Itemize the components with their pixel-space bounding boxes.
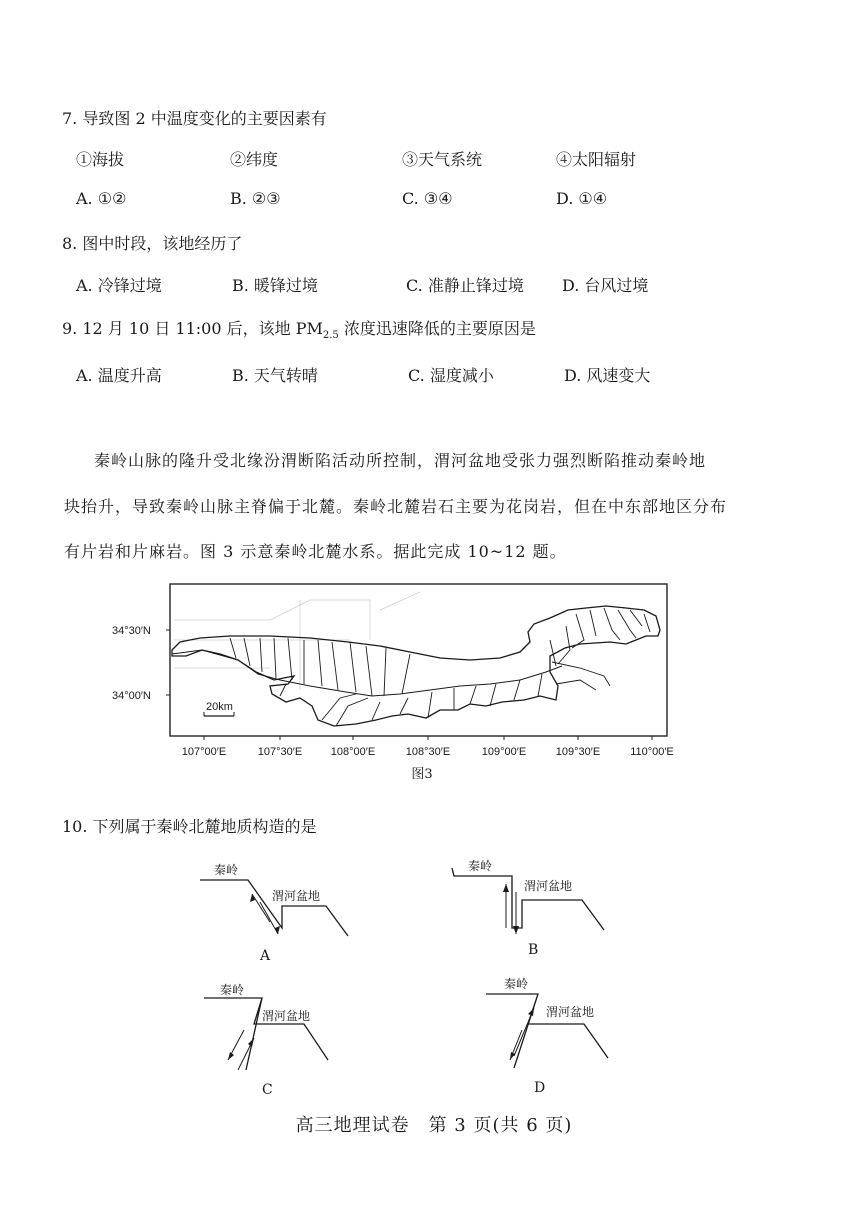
- fault-diagram-d-left-label: 秦岭: [504, 977, 529, 991]
- q9-stem: [62, 316, 536, 341]
- lon-label-3: 108°00′E: [330, 746, 376, 758]
- q7-option-b[interactable]: B. ②③: [230, 189, 281, 208]
- fault-diagram-a[interactable]: [188, 858, 368, 966]
- fault-diagram-c[interactable]: [198, 974, 378, 1100]
- q8-option-a[interactable]: A. 冷锋过境: [76, 276, 162, 295]
- lat-label-1: 34°30′N: [112, 625, 151, 637]
- fault-diagram-b-right-label: 渭河盆地: [524, 879, 573, 893]
- fault-diagram-c-right-label: 渭河盆地: [262, 1009, 311, 1023]
- q7-option-d[interactable]: D. ①④: [556, 189, 608, 208]
- q8-option-c[interactable]: C. 准静止锋过境: [406, 276, 524, 295]
- lon-label-2: 107°30′E: [257, 746, 303, 758]
- page-footer: 高三地理试卷 第 3 页(共 6 页): [295, 1115, 573, 1136]
- q9-stem-start: 9. 12 月 10 日 11:00 后，该地 PM: [62, 319, 323, 338]
- tributaries: [230, 608, 650, 726]
- figure3-map: [110, 580, 680, 792]
- passage-line-3: 有片岩和片麻岩。图 3 示意秦岭北麓水系。据此完成 10~12 题。: [64, 542, 567, 561]
- q8-option-d[interactable]: D. 台风过境: [562, 276, 649, 295]
- lon-label-4: 108°30′E: [405, 746, 451, 758]
- q9-option-d[interactable]: D. 风速变大: [564, 366, 651, 385]
- q7-option-c[interactable]: C. ③④: [402, 189, 453, 208]
- lon-label-1: 107°00′E: [181, 746, 227, 758]
- q9-stem-subscript: 2.5: [322, 330, 339, 342]
- q8-option-b[interactable]: B. 暖锋过境: [232, 276, 318, 295]
- q9-stem-end: 浓度迅速降低的主要原因是: [338, 319, 536, 338]
- q8-stem: 8. 图中时段，该地经历了: [62, 234, 243, 253]
- passage-line-1: 秦岭山脉的隆升受北缘汾渭断陷活动所控制，渭河盆地受张力强烈断陷推动秦岭地: [94, 451, 707, 470]
- lat-label-2: 34°00′N: [112, 690, 151, 702]
- q7-item-4: ④太阳辐射: [556, 150, 637, 169]
- q7-item-2: ②纬度: [230, 150, 279, 169]
- lon-label-6: 109°30′E: [555, 746, 601, 758]
- fault-diagram-d[interactable]: [480, 968, 660, 1098]
- lon-label-7: 110°00′E: [630, 746, 674, 758]
- fault-diagram-c-letter: C: [262, 1082, 273, 1098]
- fault-diagram-a-left-label: 秦岭: [214, 863, 239, 877]
- scale-label: 20km: [206, 701, 233, 713]
- fault-diagram-a-right-label: 渭河盆地: [272, 889, 321, 903]
- fault-diagram-d-letter: D: [534, 1080, 546, 1096]
- background-scan-lines: [174, 592, 420, 690]
- fault-diagram-b-letter: B: [528, 942, 539, 958]
- lon-label-5: 109°00′E: [481, 746, 527, 758]
- q7-item-3: ③天气系统: [402, 150, 483, 169]
- passage-line-2: 块抬升，导致秦岭山脉主脊偏于北麓。秦岭北麓岩石主要为花岗岩，但在中东部地区分布: [64, 497, 728, 516]
- watershed-outline: [172, 606, 660, 726]
- q7-item-1: ①海拔: [76, 150, 125, 169]
- q9-option-b[interactable]: B. 天气转晴: [232, 366, 318, 385]
- fault-diagram-b[interactable]: [448, 854, 628, 962]
- q7-option-a[interactable]: A. ①②: [76, 189, 127, 208]
- q9-option-c[interactable]: C. 湿度减小: [408, 366, 494, 385]
- figure3-caption: 图3: [411, 767, 433, 782]
- fault-diagram-b-left-label: 秦岭: [468, 859, 493, 873]
- q7-stem: 7. 导致图 2 中温度变化的主要因素有: [62, 109, 327, 128]
- fault-diagram-d-right-label: 渭河盆地: [546, 1005, 595, 1019]
- fault-diagram-c-left-label: 秦岭: [220, 983, 245, 997]
- fault-diagram-b-strata: [452, 868, 604, 930]
- fault-diagram-a-letter: A: [260, 948, 271, 964]
- fault-diagram-d-arrow-up: [514, 1008, 534, 1056]
- q10-stem: 10. 下列属于秦岭北麓地质构造的是: [62, 817, 317, 836]
- q9-option-a[interactable]: A. 温度升高: [76, 366, 162, 385]
